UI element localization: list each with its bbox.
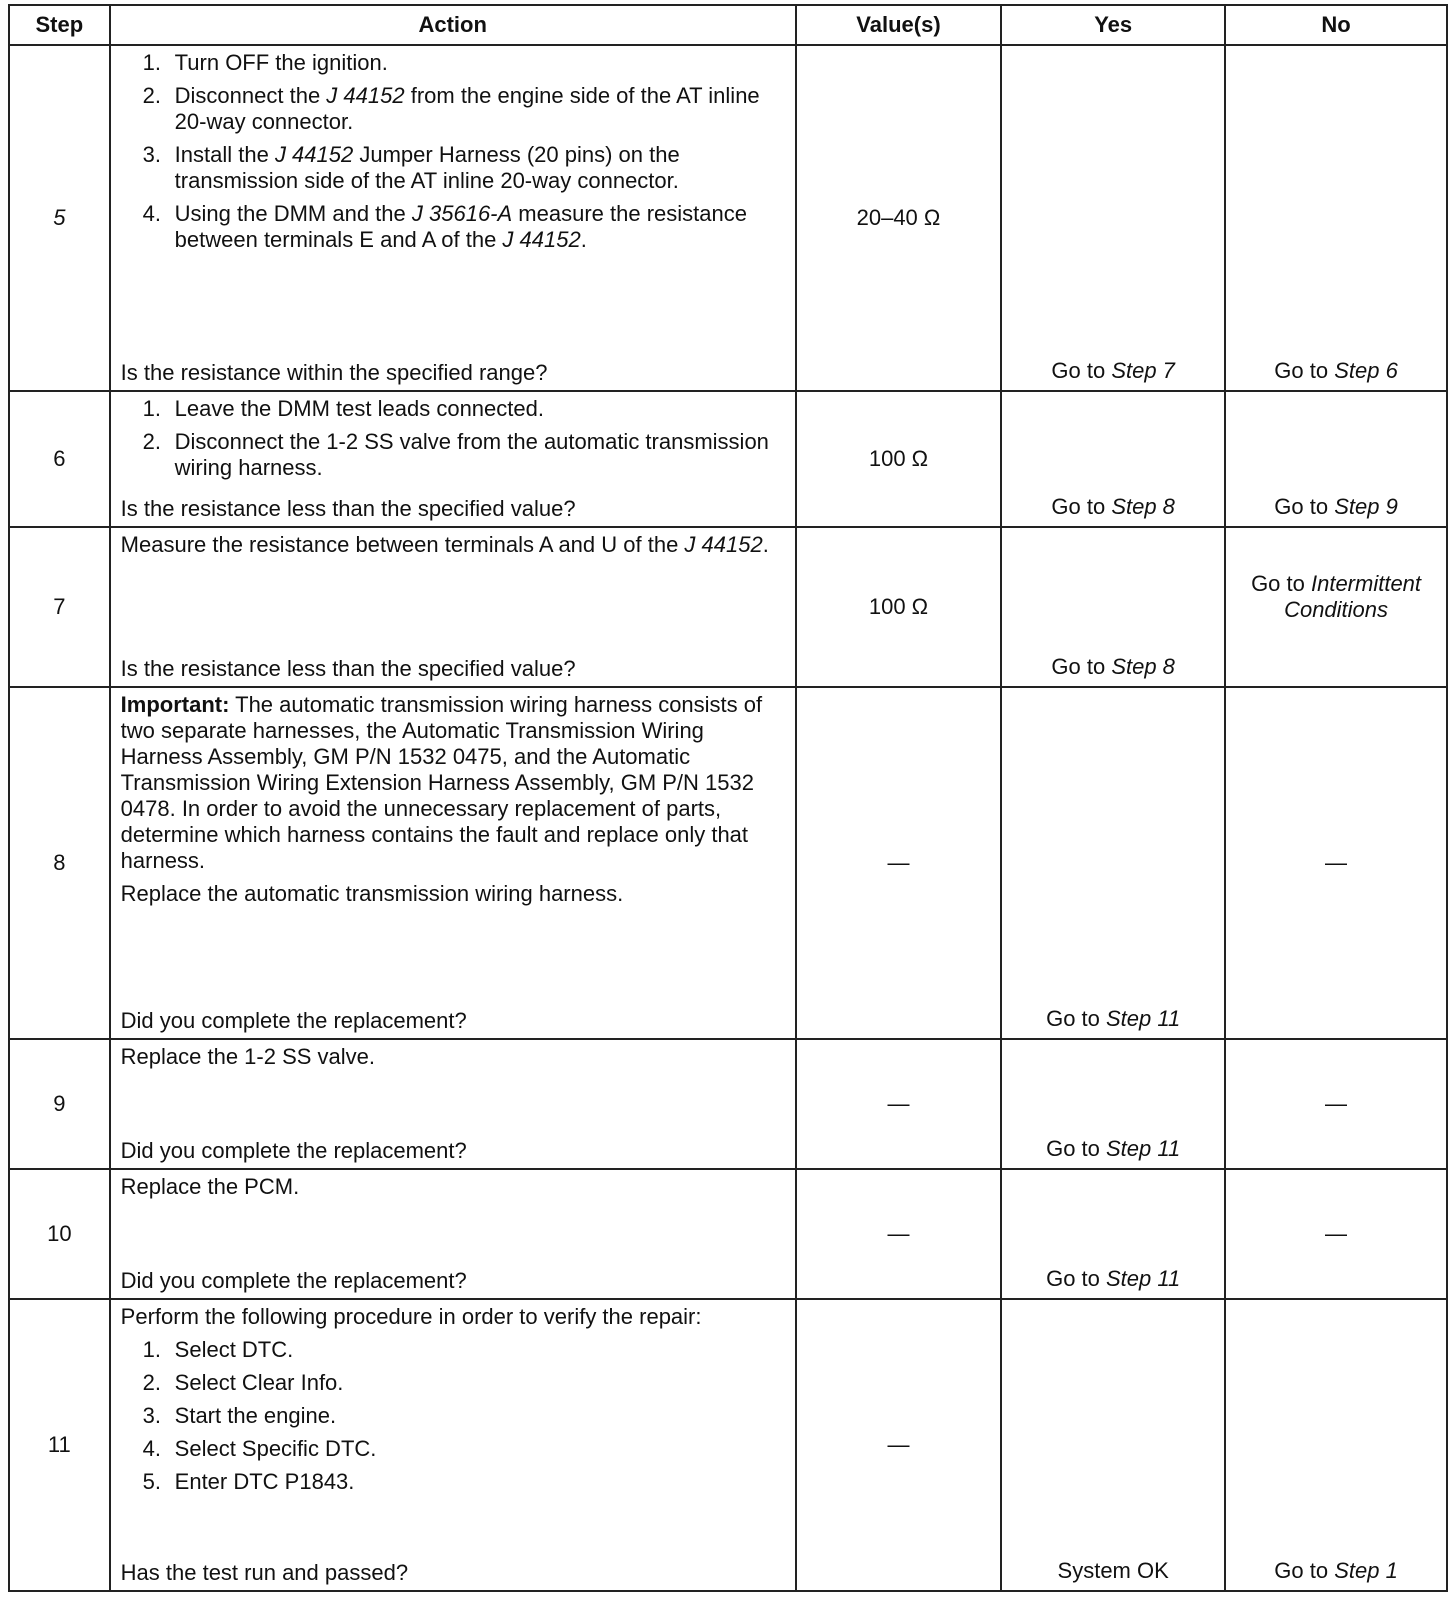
- action-cell: [110, 1299, 796, 1591]
- value-cell: —: [796, 1169, 1001, 1299]
- yes-cell: Go to Step 8: [1001, 391, 1225, 527]
- step-reference: Step 11: [1106, 1006, 1181, 1031]
- list-item: 2. Disconnect the J 44152 from the engine side of the AT inline 20-way connector.: [142, 83, 760, 134]
- list-item: 3. Install the J 44152 Jumper Harness (20 pins) on the transmission side of the AT inline 20-way connector.: [142, 142, 680, 193]
- action-text: Measure the resistance between terminals A and U of the J 44152.: [120, 532, 769, 557]
- header-step: Step: [9, 5, 110, 45]
- list-item: 1. Turn OFF the ignition.: [142, 50, 388, 75]
- list-item: 2. Disconnect the 1-2 SS valve from the automatic transmission wiring harness.: [142, 429, 769, 480]
- header-yes: Yes: [1001, 5, 1225, 45]
- action-cell: [110, 1169, 796, 1299]
- action-cell: [110, 45, 796, 391]
- value-cell: 100 Ω: [796, 527, 1001, 687]
- action-cell: [110, 687, 796, 1039]
- no-cell: Go to Step 6: [1225, 45, 1447, 391]
- no-cell: Go to Step 1: [1225, 1299, 1447, 1591]
- yes-cell: Go to Step 7: [1001, 45, 1225, 391]
- value-cell: —: [796, 1299, 1001, 1591]
- no-cell: Go to Step 9: [1225, 391, 1447, 527]
- table-row-step-10: [9, 1169, 1447, 1299]
- no-cell: —: [1225, 1039, 1447, 1169]
- step-reference: Intermittent Conditions: [1284, 571, 1422, 622]
- list-item: 1. Leave the DMM test leads connected.: [142, 396, 544, 421]
- action-cell: [110, 391, 796, 527]
- value-cell: 100 Ω: [796, 391, 1001, 527]
- table-row-step-6: [9, 391, 1447, 527]
- value-cell: —: [796, 687, 1001, 1039]
- table-row-step-11: [9, 1299, 1447, 1591]
- header-row: [9, 5, 1447, 45]
- action-text: Replace the PCM.: [120, 1174, 300, 1199]
- step-number: 7: [9, 527, 110, 687]
- no-cell: Go to Intermittent Conditions: [1225, 527, 1447, 687]
- list-item: 4. Using the DMM and the J 35616-A measure the resistance between terminals E and A of the J 44152.: [142, 201, 747, 252]
- step-number: 11: [9, 1299, 110, 1591]
- yes-cell: Go to Step 8: [1001, 527, 1225, 687]
- yes-cell: Go to Step 11: [1001, 1169, 1225, 1299]
- step-number: 8: [9, 687, 110, 1039]
- no-cell: —: [1225, 1169, 1447, 1299]
- action-question: Is the resistance less than the specified value?: [120, 496, 576, 521]
- list-item: 5. Enter DTC P1843.: [142, 1469, 355, 1494]
- diagnostic-table: [8, 4, 1448, 1592]
- important-note: Important: The automatic transmission wiring harness consists of two separate harnesses, the Automatic Transmission Wiring Harness Assembly, GM P/N 1532 0475, and the Automatic Transmission Wiring Extension Harness Assembly, GM P/N 1532 0478. In order to avoid the unnecessary replacement of parts, determine which harness contains the fault and replace only that harness.: [120, 692, 763, 873]
- list-item: 1. Select DTC.: [142, 1337, 294, 1362]
- step-number: 10: [9, 1169, 110, 1299]
- action-steps: [121, 50, 785, 253]
- action-question: Did you complete the replacement?: [120, 1268, 467, 1293]
- header-no: No: [1225, 5, 1447, 45]
- action-question: Did you complete the replacement?: [120, 1138, 467, 1163]
- step-number: 6: [9, 391, 110, 527]
- action-text: Replace the 1-2 SS valve.: [120, 1044, 376, 1069]
- header-action: Action: [110, 5, 796, 45]
- step-reference: Step 8: [1111, 654, 1175, 679]
- table-row-step-8: [9, 687, 1447, 1039]
- action-question: Has the test run and passed?: [120, 1560, 409, 1585]
- list-item: 3. Start the engine.: [142, 1403, 337, 1428]
- step-reference: Step 6: [1334, 358, 1398, 383]
- step-number: 9: [9, 1039, 110, 1169]
- action-question: Did you complete the replacement?: [120, 1008, 467, 1033]
- step-reference: Step 1: [1334, 1558, 1398, 1583]
- step-reference: Step 9: [1334, 494, 1398, 519]
- action-cell: [110, 527, 796, 687]
- action-text: Perform the following procedure in order to verify the repair:: [120, 1304, 702, 1329]
- action-cell: [110, 1039, 796, 1169]
- value-cell: 20–40 Ω: [796, 45, 1001, 391]
- header-values: Value(s): [796, 5, 1001, 45]
- table-row-step-9: [9, 1039, 1447, 1169]
- yes-cell: Go to Step 11: [1001, 687, 1225, 1039]
- list-item: 2. Select Clear Info.: [142, 1370, 344, 1395]
- important-label: Important:: [120, 692, 230, 717]
- action-text: Replace the automatic transmission wiring harness.: [120, 881, 624, 906]
- action-question: Is the resistance less than the specified value?: [120, 656, 576, 681]
- table-row-step-7: [9, 527, 1447, 687]
- action-steps: [121, 1337, 785, 1495]
- step-reference: Step 7: [1111, 358, 1175, 383]
- action-question: Is the resistance within the specified range?: [120, 360, 548, 385]
- step-reference: Step 11: [1106, 1136, 1181, 1161]
- yes-cell: System OK: [1001, 1299, 1225, 1591]
- no-cell: —: [1225, 687, 1447, 1039]
- step-reference: Step 11: [1106, 1266, 1181, 1291]
- step-number: 5: [9, 45, 110, 391]
- list-item: 4. Select Specific DTC.: [142, 1436, 377, 1461]
- yes-cell: Go to Step 11: [1001, 1039, 1225, 1169]
- action-steps: [121, 396, 785, 481]
- table-row-step-5: [9, 45, 1447, 391]
- value-cell: —: [796, 1039, 1001, 1169]
- step-reference: Step 8: [1111, 494, 1175, 519]
